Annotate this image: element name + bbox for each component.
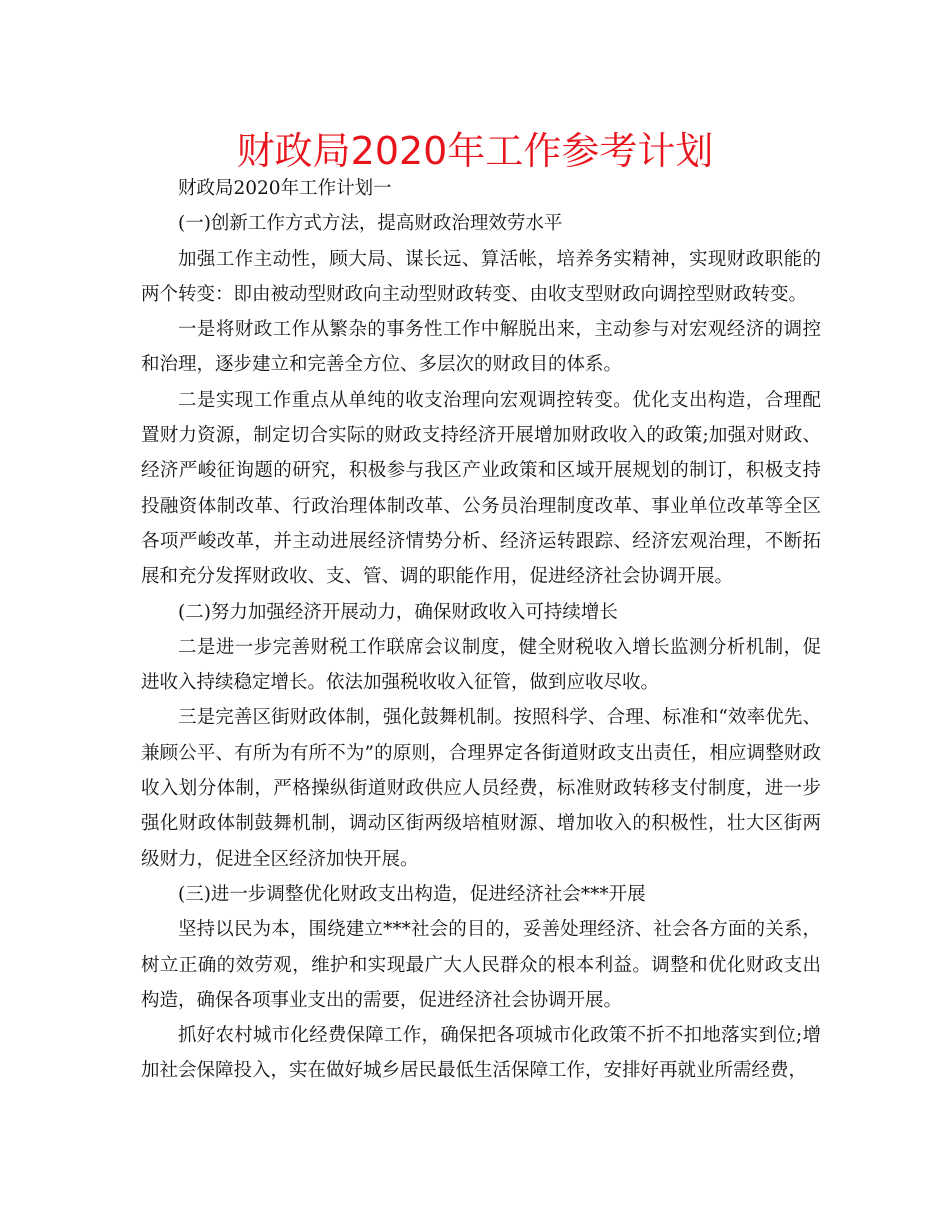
- paragraph: 一是将财政工作从繁杂的事务性工作中解脱出来，主动参与对宏观经济的调控和治理，逐步建立和完善全方位、多层次的财政目的体系。: [141, 319, 821, 376]
- paragraph-heading-2: (二)努力加强经济开展动力，确保财政收入可持续增长: [178, 601, 618, 623]
- paragraph: 坚持以民为本，围绕建立***社会的目的，妥善处理经济、社会各方面的关系，树立正确的效劳观，维护和实现最广大人民群众的根本利益。调整和优化财政支出构造，确保各项事业支出的需要，促进经济社会协调开展。: [141, 919, 821, 1011]
- paragraph: 加强工作主动性，顾大局、谋长远、算活帐，培养务实精神，实现财政职能的两个转变：即由被动型财政向主动型财政转变、由收支型财政向调控型财政转变。: [141, 248, 821, 305]
- paragraph: 抓好农村城市化经费保障工作，确保把各项城市化政策不折不扣地落实到位;增加社会保障投入，实在做好城乡居民最低生活保障工作，安排好再就业所需经费，: [141, 1025, 821, 1082]
- document-title: 财政局2020年工作参考计划: [236, 129, 714, 173]
- paragraph-subtitle: 财政局2020年工作计划一: [178, 178, 392, 199]
- paragraph-heading-3: (三)进一步调整优化财政支出构造，促进经济社会***开展: [178, 883, 646, 905]
- paragraph: 二是实现工作重点从单纯的收支治理向宏观调控转变。优化支出构造，合理配置财力资源，制定切合实际的财政支持经济开展增加财政收入的政策;加强对财政、经济严峻征询题的研究，积极参与我区产业政策和区域开展规划的制订，积极支持投融资体制改革、行政治理体制改革、公务员治理制度改革、事业单位改革等全区各项严峻改革，并主动进展经济情势分析、经济运转跟踪、经济宏观治理，不断拓展和充分发挥财政收、支、管、调的职能作用，促进经济社会协调开展。: [141, 389, 821, 588]
- paragraph: 二是进一步完善财税工作联席会议制度，健全财税收入增长监测分析机制，促进收入持续稳定增长。依法加强税收收入征管，做到应收尽收。: [141, 636, 821, 694]
- paragraph-heading-1: (一)创新工作方式方法，提高财政治理效劳水平: [178, 213, 563, 235]
- document-body: [141, 171, 821, 1089]
- paragraph: 三是完善区街财政体制，强化鼓舞机制。按照科学、合理、标准和“效率优先、兼顾公平、有所为有所不为”的原则，合理界定各街道财政支出责任，相应调整财政收入划分体制，严格操纵街道财政供应人员经费，标准财政转移支付制度，进一步强化财政体制鼓舞机制，调动区街两级培植财源、增加收入的积极性，壮大区街两级财力，促进全区经济加快开展。: [141, 707, 821, 870]
